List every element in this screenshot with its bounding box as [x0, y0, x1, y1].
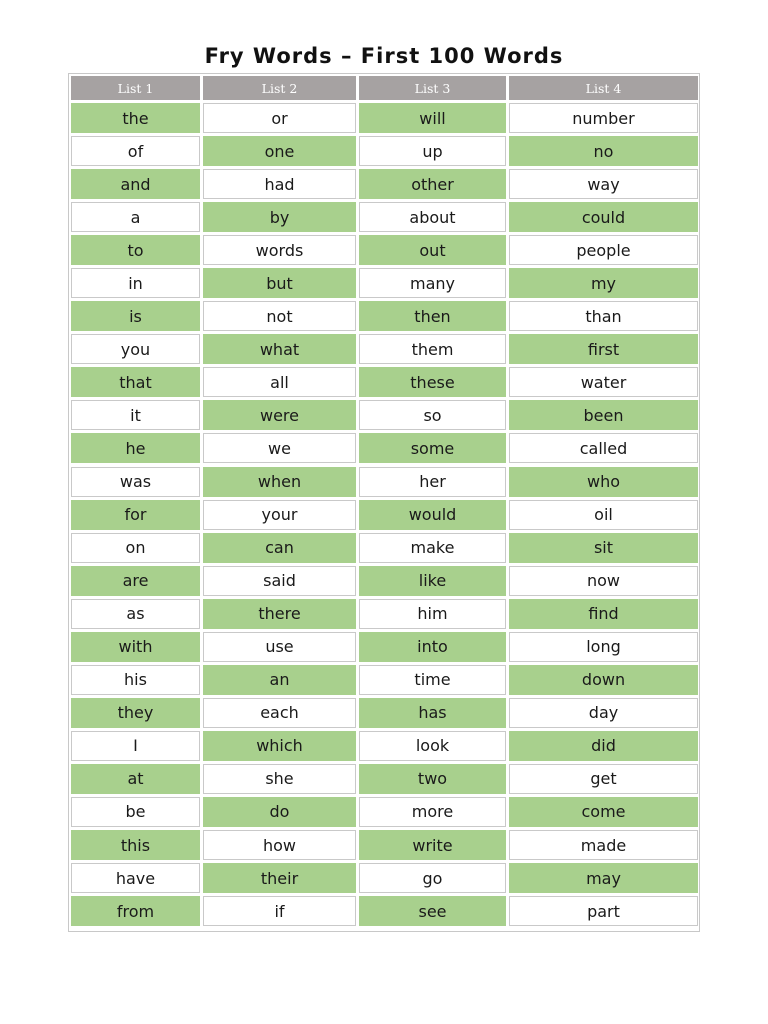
word-cell: if: [203, 896, 356, 926]
word-cell: from: [71, 896, 200, 926]
word-cell: some: [359, 433, 506, 463]
table-row: [71, 566, 697, 596]
word-cell: as: [71, 599, 200, 629]
word-cell: had: [203, 169, 356, 199]
word-cell: words: [203, 235, 356, 265]
word-cell: then: [359, 301, 506, 331]
table-row: [71, 301, 697, 331]
table-row: [71, 268, 697, 298]
word-cell: look: [359, 731, 506, 761]
word-cell: so: [359, 400, 506, 430]
word-cell: one: [203, 136, 356, 166]
word-cell: into: [359, 632, 506, 662]
table-row: [71, 235, 697, 265]
word-cell: his: [71, 665, 200, 695]
table-row: [71, 830, 697, 860]
word-cell: him: [359, 599, 506, 629]
word-cell: sit: [509, 533, 698, 563]
word-cell: were: [203, 400, 356, 430]
word-cell: called: [509, 433, 698, 463]
table-row: [71, 797, 697, 827]
table-row: [71, 698, 697, 728]
word-cell: has: [359, 698, 506, 728]
word-cell: find: [509, 599, 698, 629]
fry-words-table: [68, 73, 700, 932]
word-cell: will: [359, 103, 506, 133]
word-cell: when: [203, 467, 356, 497]
table-row: [71, 500, 697, 530]
table-row: [71, 896, 697, 926]
word-cell: like: [359, 566, 506, 596]
word-cell: oil: [509, 500, 698, 530]
word-cell: come: [509, 797, 698, 827]
table-row: [71, 863, 697, 893]
word-cell: use: [203, 632, 356, 662]
word-cell: or: [203, 103, 356, 133]
word-cell: it: [71, 400, 200, 430]
word-cell: long: [509, 632, 698, 662]
word-cell: to: [71, 235, 200, 265]
word-cell: many: [359, 268, 506, 298]
table-row: [71, 599, 697, 629]
word-cell: all: [203, 367, 356, 397]
word-cell: been: [509, 400, 698, 430]
word-cell: see: [359, 896, 506, 926]
table-row: [71, 533, 697, 563]
page-title: Fry Words – First 100 Words: [204, 44, 564, 68]
word-cell: their: [203, 863, 356, 893]
word-cell: of: [71, 136, 200, 166]
word-cell: have: [71, 863, 200, 893]
word-cell: up: [359, 136, 506, 166]
word-cell: two: [359, 764, 506, 794]
word-cell: other: [359, 169, 506, 199]
table-row: [71, 433, 697, 463]
table-row: [71, 764, 697, 794]
word-cell: would: [359, 500, 506, 530]
word-cell: down: [509, 665, 698, 695]
word-cell: go: [359, 863, 506, 893]
word-cell: part: [509, 896, 698, 926]
word-cell: are: [71, 566, 200, 596]
word-cell: for: [71, 500, 200, 530]
word-cell: you: [71, 334, 200, 364]
word-cell: make: [359, 533, 506, 563]
word-cell: my: [509, 268, 698, 298]
word-cell: get: [509, 764, 698, 794]
word-cell: write: [359, 830, 506, 860]
word-cell: how: [203, 830, 356, 860]
table-row: [71, 202, 697, 232]
word-cell: and: [71, 169, 200, 199]
word-cell: your: [203, 500, 356, 530]
word-cell: with: [71, 632, 200, 662]
table-row: [71, 136, 697, 166]
word-cell: no: [509, 136, 698, 166]
word-cell: the: [71, 103, 200, 133]
word-cell: number: [509, 103, 698, 133]
word-cell: now: [509, 566, 698, 596]
word-cell: by: [203, 202, 356, 232]
table-row: [71, 169, 697, 199]
table-row: [71, 632, 697, 662]
table-row: [71, 665, 697, 695]
word-cell: that: [71, 367, 200, 397]
word-cell: than: [509, 301, 698, 331]
word-cell: time: [359, 665, 506, 695]
word-cell: made: [509, 830, 698, 860]
word-cell: way: [509, 169, 698, 199]
word-cell: did: [509, 731, 698, 761]
word-cell: people: [509, 235, 698, 265]
word-cell: he: [71, 433, 200, 463]
word-cell: about: [359, 202, 506, 232]
word-cell: in: [71, 268, 200, 298]
table-row: [71, 467, 697, 497]
word-cell: there: [203, 599, 356, 629]
word-cell: water: [509, 367, 698, 397]
word-cell: do: [203, 797, 356, 827]
word-cell: be: [71, 797, 200, 827]
word-cell: can: [203, 533, 356, 563]
table-header-row: [71, 76, 697, 100]
word-cell: which: [203, 731, 356, 761]
word-cell: could: [509, 202, 698, 232]
word-cell: this: [71, 830, 200, 860]
header-list-1: List 1: [71, 76, 200, 100]
table-body: [71, 103, 697, 926]
word-cell: she: [203, 764, 356, 794]
word-cell: a: [71, 202, 200, 232]
word-cell: her: [359, 467, 506, 497]
table-row: [71, 103, 697, 133]
word-cell: day: [509, 698, 698, 728]
word-cell: these: [359, 367, 506, 397]
table-row: [71, 731, 697, 761]
word-cell: an: [203, 665, 356, 695]
header-list-2: List 2: [203, 76, 356, 100]
header-list-4: List 4: [509, 76, 698, 100]
word-cell: out: [359, 235, 506, 265]
word-cell: first: [509, 334, 698, 364]
word-cell: we: [203, 433, 356, 463]
table-row: [71, 367, 697, 397]
table-row: [71, 334, 697, 364]
word-cell: said: [203, 566, 356, 596]
word-cell: at: [71, 764, 200, 794]
word-cell: what: [203, 334, 356, 364]
word-cell: who: [509, 467, 698, 497]
word-cell: more: [359, 797, 506, 827]
word-cell: them: [359, 334, 506, 364]
word-cell: each: [203, 698, 356, 728]
word-cell: I: [71, 731, 200, 761]
word-cell: on: [71, 533, 200, 563]
word-cell: is: [71, 301, 200, 331]
table-row: [71, 400, 697, 430]
word-cell: but: [203, 268, 356, 298]
header-list-3: List 3: [359, 76, 506, 100]
word-cell: not: [203, 301, 356, 331]
word-cell: was: [71, 467, 200, 497]
word-cell: may: [509, 863, 698, 893]
word-cell: they: [71, 698, 200, 728]
